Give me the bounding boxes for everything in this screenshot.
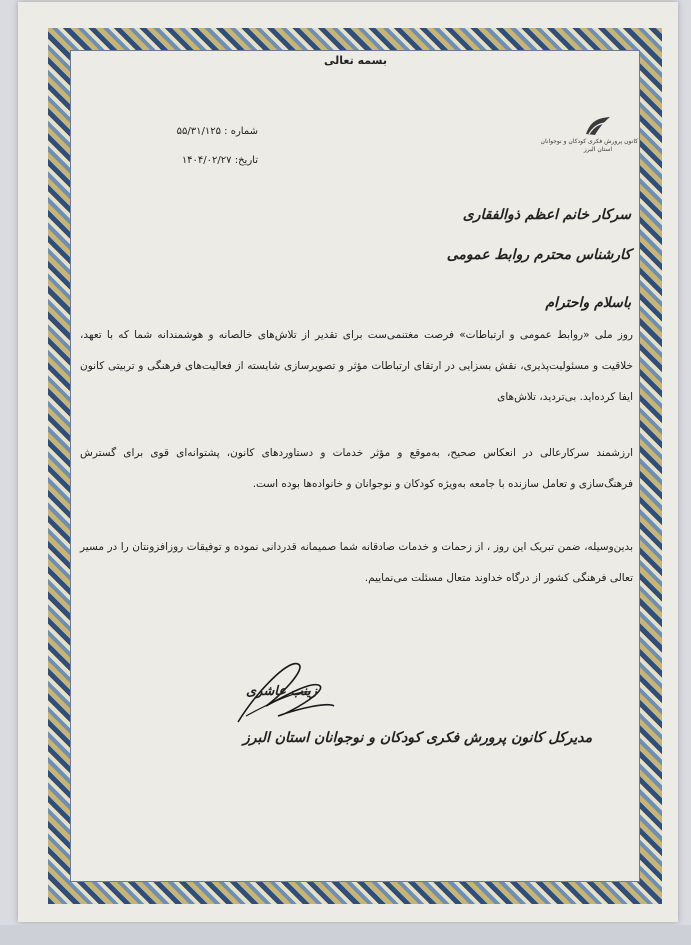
paragraph-1: روز ملی «روابط عمومی و ارتباطات» فرصت مغتنمی‌ست برای تقدیر از تلاش‌های خالصانه و هوشمندانه شما که با تعهد، خلاقیت و مسئولیت‌پذیری، نقش بسزایی در ارتقای ارتباطات مؤثر و تصویرسازی شایسته از فعالیت‌های فرهنگی و تربیتی کانون ایفا کرده‌اید. بی‌تردید، تلاش‌های xyxy=(80,329,633,403)
letter-number xyxy=(177,126,258,137)
background-surface xyxy=(0,925,691,945)
bird-logo-icon xyxy=(583,114,613,138)
signer-name: زینب عاشری xyxy=(246,684,318,699)
date-label: تاریخ: xyxy=(234,155,258,166)
number-value: ۵۵/۳۱/۱۲۵ xyxy=(176,126,221,137)
recipient-title: کارشناس محترم روابط عمومی xyxy=(446,247,631,263)
letter-sheet xyxy=(18,2,678,922)
logo-subtext: استان البرز xyxy=(583,146,613,153)
recipient-name: سرکار خانم اعظم ذوالفقاری xyxy=(462,207,631,223)
date-value: ۱۴۰۴/۰۲/۲۷ xyxy=(181,155,232,166)
number-label: شماره : xyxy=(224,126,258,137)
greeting: باسلام واحترام xyxy=(545,295,631,311)
paragraph-3: بدین‌وسیله، ضمن تبریک این روز ، از زحمات و خدمات صادقانه شما صمیمانه قدردانی نموده و توفیقات روزافزونتان را در مسیر تعالی فرهنگی کشور از درگاه خداوند متعال مسئلت می‌نماییم. xyxy=(80,541,633,584)
paragraph-2: ارزشمند سرکارعالی در انعکاس صحیح، به‌موقع و مؤثر خدمات و دستاوردهای کانون، پشتوانه‌ای قوی برای گسترش فرهنگ‌سازی و تعامل سازنده با جامعه به‌ویژه کودکان و نوجوانان و خانواده‌ها بوده است. xyxy=(80,447,633,490)
signer-title: مدیرکل کانون پرورش فکری کودکان و نوجوانان استان البرز xyxy=(243,730,593,746)
letter-date xyxy=(182,155,258,166)
letter-heading: بسمه تعالی xyxy=(324,54,387,67)
letter-body xyxy=(78,52,638,882)
organization-logo xyxy=(540,114,638,164)
logo-text: کانون پرورش فکری کودکان و نوجوانان xyxy=(540,138,638,145)
